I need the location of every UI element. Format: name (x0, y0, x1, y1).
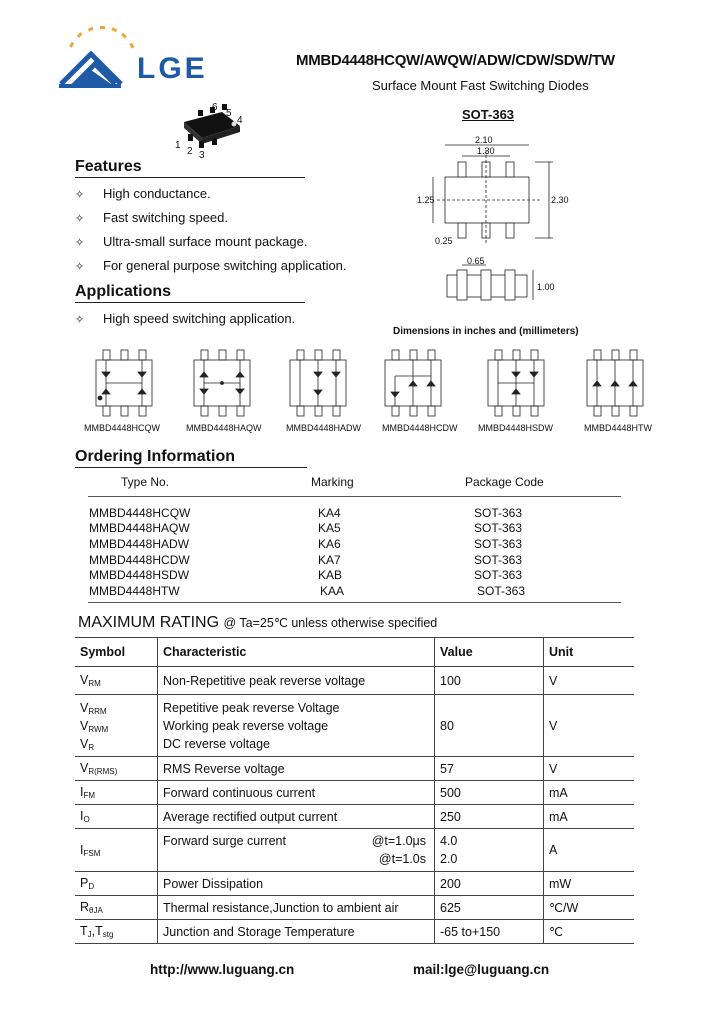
dim-0-65: 0.65 (467, 256, 485, 266)
circuit-schematic (190, 346, 255, 421)
surge-condition: @t=1.0s (378, 852, 426, 866)
rating-row (75, 896, 634, 920)
ordering-package: SOT-363 (474, 506, 523, 520)
rating-value: 100 (435, 667, 544, 695)
star-bullet-icon: ✧ (75, 237, 85, 249)
star-bullet-icon: ✧ (75, 213, 85, 225)
feature-item: ✧ For general purpose switching application. (75, 258, 347, 273)
rating-value: 250 (435, 805, 544, 829)
package-illustration (170, 100, 250, 162)
dim-1-30: 1.30 (477, 146, 495, 156)
rating-unit: ℃/W (544, 896, 635, 920)
ordering-type: MMBD4448HTW (89, 584, 180, 598)
rating-row (75, 872, 634, 896)
circuit-label: MMBD4448HSDW (478, 423, 554, 433)
page-subtitle: Surface Mount Fast Switching Diodes (372, 78, 589, 93)
ordering-marking: KA7 (318, 553, 341, 567)
rating-condition: @ Ta=25℃ unless otherwise specified (223, 616, 438, 630)
circuit-label: MMBD4448HADW (286, 423, 362, 433)
rating-characteristic: Repetitive peak reverse Voltage Working peak reverse voltage DC reverse voltage (158, 695, 435, 757)
ordering-col-marking: Marking (311, 475, 354, 489)
applications-heading: Applications (75, 283, 172, 300)
dim-2-10: 2.10 (475, 135, 493, 145)
ordering-package: SOT-363 (474, 568, 523, 582)
ordering-marking: KAA (320, 584, 345, 598)
dimension-drawing (415, 130, 575, 310)
rating-characteristic: Thermal resistance,Junction to ambient air (158, 896, 435, 920)
feature-item: ✧ Fast switching speed. (75, 210, 229, 225)
star-bullet-icon: ✧ (75, 261, 85, 273)
ordering-package: SOT-363 (474, 553, 523, 567)
circuit-schematic (583, 346, 648, 421)
ordering-col-package: Package Code (465, 475, 544, 489)
circuit-label: MMBD4448HCQW (84, 423, 161, 433)
pin-label-6: 6 (212, 102, 218, 113)
ordering-package: SOT-363 (474, 521, 523, 535)
dimension-caption: Dimensions in inches and (millimeters) (393, 326, 579, 337)
ordering-package: SOT-363 (474, 537, 523, 551)
ordering-heading: Ordering Information (75, 448, 235, 465)
rating-row (75, 695, 634, 757)
pin-label-4: 4 (237, 115, 243, 126)
rating-row (75, 667, 634, 695)
ordering-marking: KA4 (318, 506, 341, 520)
logo-text: LGE (137, 52, 208, 85)
rating-value: 200 (435, 872, 544, 896)
package-name: SOT-363 (462, 107, 515, 122)
rating-col-value: Value (435, 638, 544, 667)
rating-unit: ℃ (544, 920, 635, 944)
rating-symbol: $I_O$ (75, 805, 158, 829)
rating-symbol: $V_{RM}$ (75, 667, 158, 695)
rating-characteristic: Power Dissipation (158, 872, 435, 896)
rating-value: 500 (435, 781, 544, 805)
rating-col-symbol: Symbol (75, 638, 158, 667)
circuit-schematic (484, 346, 549, 421)
rating-row (75, 829, 634, 872)
rating-unit: V (544, 695, 635, 757)
rating-value: 80 (435, 695, 544, 757)
circuit-diagram (484, 346, 549, 421)
features-heading: Features (75, 158, 142, 175)
applications-rule (75, 302, 305, 303)
feature-item: ✧ High conductance. (75, 186, 211, 201)
rating-row (75, 781, 634, 805)
rating-value: 625 (435, 896, 544, 920)
circuit-diagram (381, 346, 446, 421)
rating-symbol: $R_{\theta JA}$ (75, 896, 158, 920)
rating-characteristic: Forward surge current @t=1.0μs @t=1.0s (158, 829, 435, 872)
rating-characteristic: Non-Repetitive peak reverse voltage (158, 667, 435, 695)
features-rule (75, 177, 305, 178)
ordering-type: MMBD4448HADW (89, 537, 190, 551)
circuit-label: MMBD4448HAQW (186, 423, 262, 433)
surge-condition: @t=1.0μs (371, 834, 426, 848)
circuit-schematic (381, 346, 446, 421)
ordering-type: MMBD4448HSDW (89, 568, 190, 582)
rating-characteristic: Junction and Storage Temperature (158, 920, 435, 944)
rating-symbol: $I_{FM}$ (75, 781, 158, 805)
rating-symbol: $V_{R(RMS)}$ (75, 757, 158, 781)
rating-symbol: $P_D$ (75, 872, 158, 896)
rating-heading: MAXIMUM RATING (78, 614, 220, 631)
ordering-rule (75, 467, 307, 468)
ordering-package: SOT-363 (477, 584, 526, 598)
ordering-table-bottom-rule (88, 602, 621, 603)
footer-email-link[interactable]: mail:lge@luguang.cn (413, 962, 550, 977)
rating-row (75, 757, 634, 781)
circuit-diagram (92, 346, 157, 421)
star-bullet-icon: ✧ (75, 189, 85, 201)
rating-heading-row (78, 614, 437, 632)
ordering-type: MMBD4448HAQW (89, 521, 190, 535)
circuit-diagram (190, 346, 255, 421)
footer-website-link[interactable]: http://www.luguang.cn (150, 962, 295, 977)
rating-table (75, 637, 634, 944)
rating-symbol: $V_{RRM}$ $V_{RWM}$ $V_R$ (75, 695, 158, 757)
rating-unit: V (544, 667, 635, 695)
application-item: ✧ High speed switching application. (75, 311, 296, 326)
rating-value: -65 to+150 (435, 920, 544, 944)
rating-symbol: $I_{FSM}$ (75, 829, 158, 872)
ordering-marking: KAB (318, 568, 343, 582)
company-logo (55, 22, 240, 102)
pin-label-5: 5 (226, 108, 232, 119)
rating-symbol: $T_J,T_{stg}$ (75, 920, 158, 944)
rating-unit: mA (544, 805, 635, 829)
circuit-schematic (286, 346, 351, 421)
ordering-marking: KA5 (318, 521, 341, 535)
rating-unit: V (544, 757, 635, 781)
ordering-col-type: Type No. (121, 475, 170, 489)
page-title: MMBD4448HCQW/AWQW/ADW/CDW/SDW/TW (296, 52, 615, 69)
rating-unit: mW (544, 872, 635, 896)
pin-label-1: 1 (175, 140, 181, 151)
dim-2-30: 2.30 (551, 195, 569, 205)
rating-value: 57 (435, 757, 544, 781)
rating-characteristic: Forward continuous current (158, 781, 435, 805)
dim-1-00: 1.00 (537, 282, 555, 292)
rating-characteristic: RMS Reverse voltage (158, 757, 435, 781)
rating-col-unit: Unit (544, 638, 635, 667)
feature-item: ✧ Ultra-small surface mount package. (75, 234, 308, 249)
dim-1-25: 1.25 (417, 195, 435, 205)
rating-row (75, 805, 634, 829)
ordering-marking: KA6 (318, 537, 341, 551)
dim-0-25: 0.25 (435, 236, 453, 246)
rating-row (75, 920, 634, 944)
sot363-chip-image (170, 100, 250, 162)
rating-characteristic: Average rectified output current (158, 805, 435, 829)
ordering-type: MMBD4448HCQW (89, 506, 191, 520)
ordering-type: MMBD4448HCDW (89, 553, 190, 567)
ordering-table-rule (88, 496, 621, 497)
rating-unit: mA (544, 781, 635, 805)
circuit-diagram (583, 346, 648, 421)
rating-col-characteristic: Characteristic (158, 638, 435, 667)
rating-value: 4.0 2.0 (435, 829, 544, 872)
rating-unit: A (544, 829, 635, 872)
pin-label-3: 3 (199, 150, 205, 161)
circuit-label: MMBD4448HCDW (382, 423, 458, 433)
star-bullet-icon: ✧ (75, 314, 85, 326)
pin-label-2: 2 (187, 146, 193, 157)
circuit-label: MMBD4448HTW (584, 423, 653, 433)
circuit-diagram (286, 346, 351, 421)
circuit-schematic (92, 346, 157, 421)
